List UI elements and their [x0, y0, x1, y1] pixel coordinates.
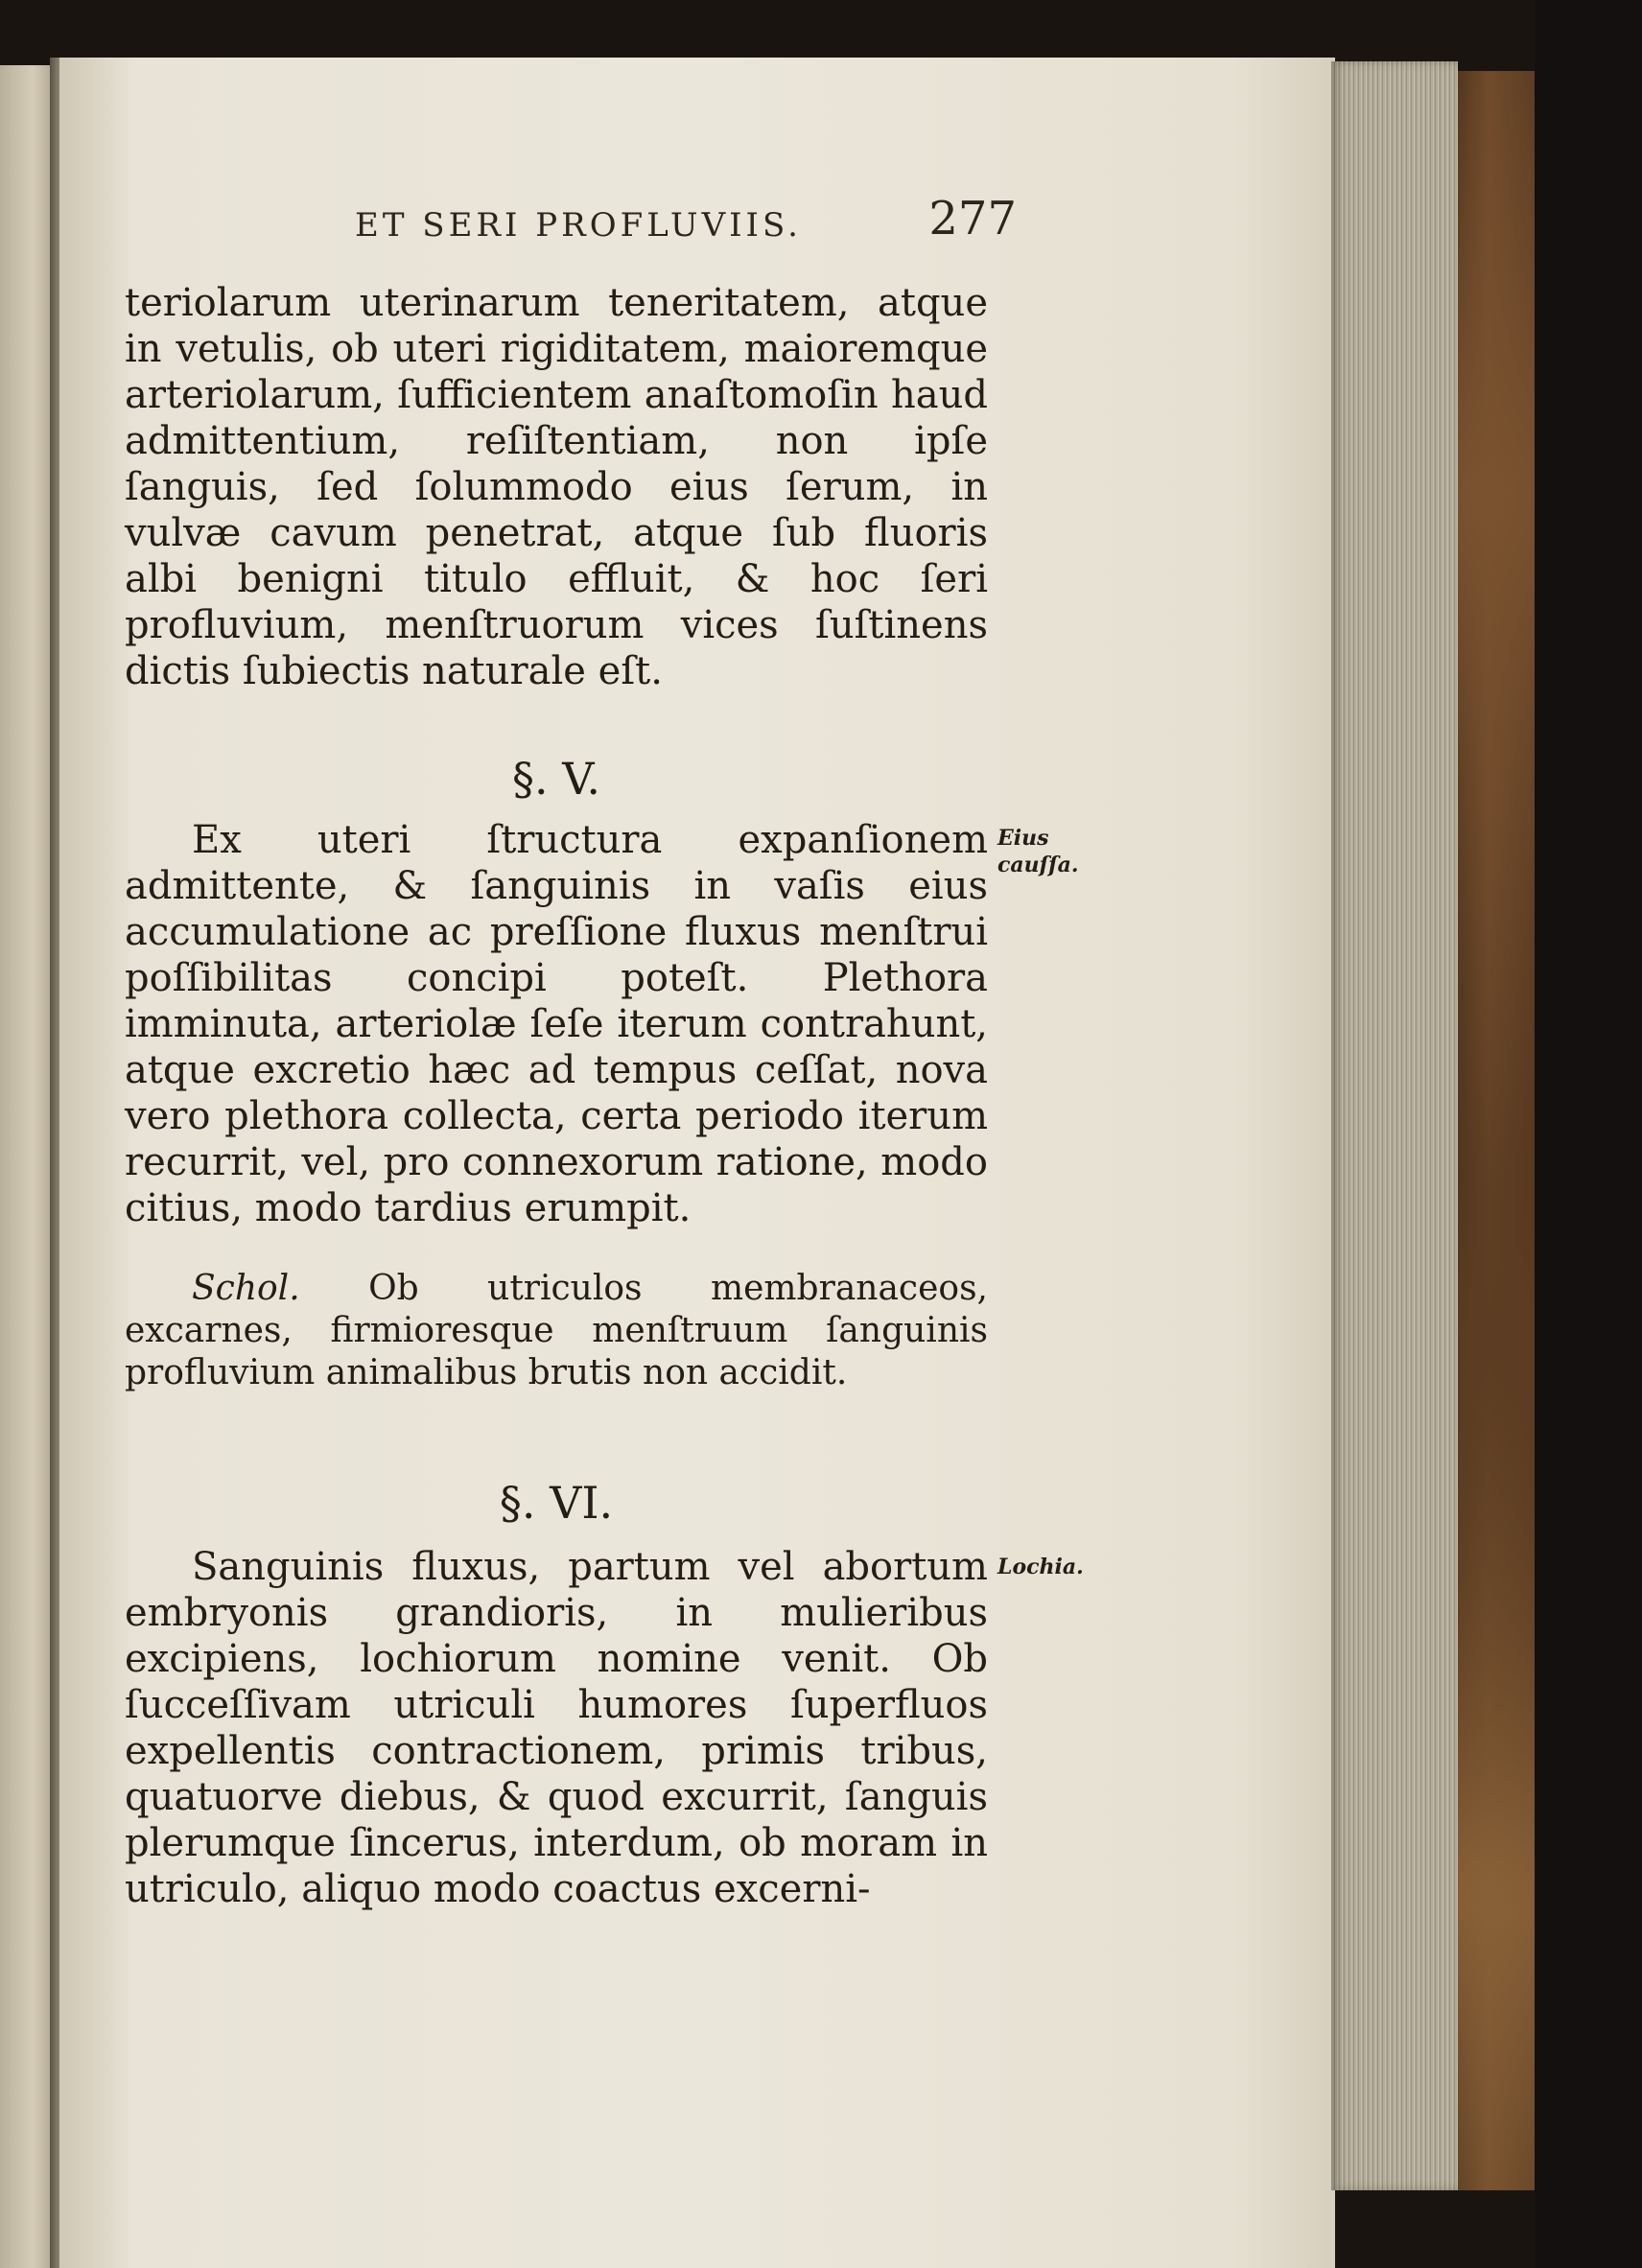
- page-number: 277: [928, 192, 1017, 246]
- section-heading-vi: §. VI.: [499, 1477, 614, 1529]
- marginal-note-lochia: Lochia.: [997, 1555, 1084, 1579]
- paragraph-1: teriolarum uterinarum teneritatem, atque in vetulis, ob uteri rigiditatem, maioremque arteriolarum, ſufficientem anaſtomoſin haud admittentium, reſiſtentiam, non ipſe ſanguis, ſed ſolummodo eius ſerum, in vulvæ cavum penetrat, atque ſub fluoris albi benigni titulo effluit, & hoc ſeri profluvium, menſtruorum vices ſuſtinens dictis ſubiectis naturale eſt.: [125, 281, 988, 693]
- marbled-cover: [1458, 71, 1535, 2190]
- section-heading-v: §. V.: [511, 753, 601, 805]
- page-block-edge: [1331, 61, 1458, 2190]
- scholion-text: Ob utriculos membranaceos, excarnes, firmioresque menſtruum ſanguinis profluvium animalibus brutis non accidit.: [125, 1269, 988, 1392]
- scholion: [125, 1268, 988, 1394]
- paragraph-2: Ex uteri ſtructura expanſionem admittente, & ſanguinis in vaſis eius accumulatione ac preſſione fluxus menſtrui poſſibilitas concipi poteſt. Plethora imminuta, arteriolæ ſeſe iterum contrahunt, atque excretio hæc ad tempus ceſſat, nova vero plethora collecta, certa periodo iterum recurrit, vel, pro connexorum ratione, modo citius, modo tardius erumpit.: [125, 818, 988, 1230]
- running-head: ET SERI PROFLUVIIS.: [355, 206, 802, 245]
- background: [1535, 0, 1642, 2268]
- marginal-note-eius-caussa: Eius cauſſa.: [997, 826, 1079, 877]
- scholion-label: Schol.: [192, 1269, 300, 1308]
- paragraph-3: Sanguinis fluxus, partum vel abortum embryonis grandioris, in mulieribus excipiens, lochiorum nomine venit. Ob ſucceſſivam utriculi humores ſuperfluos expellentis contractionem, primis tribus, quatuorve diebus, & quod excurrit, ſanguis plerumque ſincerus, interdum, ob moram in utriculo, aliquo modo coactus excerni-: [125, 1545, 988, 1911]
